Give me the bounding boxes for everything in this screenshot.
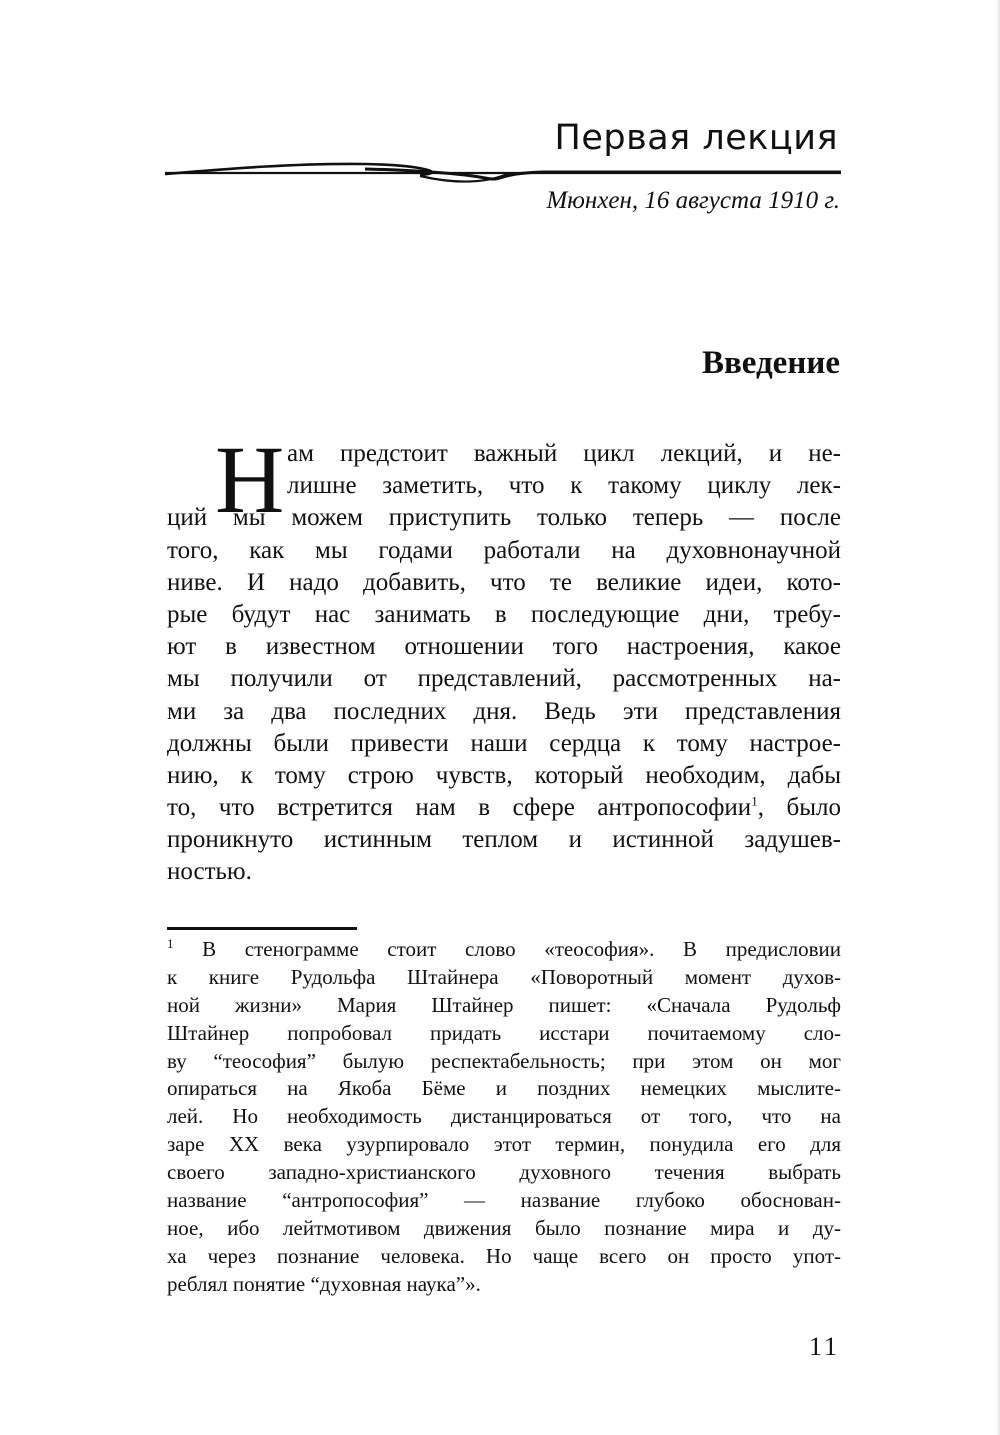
place-date: Мюнхен, 16 августа 1910 г. bbox=[546, 187, 840, 214]
body-line: проникнуто истинным теплом и истинной задушев- bbox=[167, 826, 841, 854]
body-line: нию, к тому строю чувств, который необходим, дабы bbox=[167, 761, 841, 789]
footnote-reference[interactable]: 1 bbox=[751, 793, 758, 809]
body-line: ниве. И надо добавить, что те великие идеи, кото- bbox=[167, 568, 841, 596]
footnote-line: лей. Но необходимость дистанцироваться от того, что на bbox=[167, 1104, 841, 1129]
lecture-title: Первая лекция bbox=[554, 118, 838, 158]
body-line: ам предстоит важный цикл лекций, и не- bbox=[287, 440, 841, 467]
footnote-line: заре XX века узурпировало этот термин, понудила его для bbox=[167, 1132, 841, 1157]
footnote-line: опираться на Якоба Бёме и поздних немецких мыслите- bbox=[167, 1076, 841, 1101]
footnote-separator bbox=[167, 927, 357, 930]
drop-cap: Н bbox=[215, 426, 285, 533]
body-line: того, как мы годами работали на духовнонаучной bbox=[167, 536, 841, 564]
body-line: лишне заметить, что к такому циклу лек- bbox=[287, 472, 841, 500]
footnote-text-fragment: В стенограмме стоит слово «теософия». В предисловии bbox=[202, 937, 842, 961]
footnote-line: ву “теософия” былую респектабельность; при этом он мог bbox=[167, 1048, 841, 1073]
page-edge-shadow bbox=[996, 0, 1000, 1435]
body-text-fragment: то, что встретится нам в сфере антропософии bbox=[167, 794, 752, 822]
footnote-line: ной жизни» Мария Штайнер пишет: «Сначала Рудольф bbox=[167, 992, 841, 1017]
footnote-marker: 1 bbox=[167, 936, 174, 951]
footnote-line: к книге Рудольфа Штайнера «Поворотный момент духов- bbox=[167, 964, 841, 989]
ornamental-rule bbox=[165, 160, 841, 186]
body-line: ми за два последних дня. Ведь эти представления bbox=[167, 697, 841, 725]
footnote bbox=[167, 936, 841, 1299]
body-text-fragment: , было bbox=[757, 794, 841, 822]
body-line: рые будут нас занимать в последующие дни, требу- bbox=[167, 600, 841, 628]
body-line: ностью. bbox=[167, 858, 252, 886]
section-title: Введение bbox=[701, 345, 840, 381]
footnote-line: реблял понятие “духовная наука”». bbox=[167, 1271, 481, 1296]
body-line-with-footnote-ref bbox=[167, 792, 841, 824]
footnote-line: название “антропософия” — название глубоко обоснован- bbox=[167, 1188, 841, 1213]
footnote-line: ха через познание человека. Но чаще всего он просто упот- bbox=[167, 1243, 841, 1268]
footnote-line: ное, ибо лейтмотивом движения было познание мира и ду- bbox=[167, 1215, 841, 1240]
body-line: ют в известном отношении того настроения, какое bbox=[167, 633, 841, 661]
body-line: мы получили от представлений, рассмотренных на- bbox=[167, 665, 841, 693]
body-line: должны были привести наши сердца к тому настрое- bbox=[167, 729, 841, 757]
footnote-line: Штайнер попробовал придать исстари почитаемому сло- bbox=[167, 1020, 841, 1045]
body-line: ций мы можем приступить только теперь — после bbox=[167, 504, 841, 532]
page-number: 11 bbox=[808, 1332, 840, 1361]
footnote-line bbox=[167, 936, 841, 964]
footnote-line: своего западно-христианского духовного течения выбрать bbox=[167, 1160, 841, 1185]
body-paragraph bbox=[167, 426, 841, 889]
